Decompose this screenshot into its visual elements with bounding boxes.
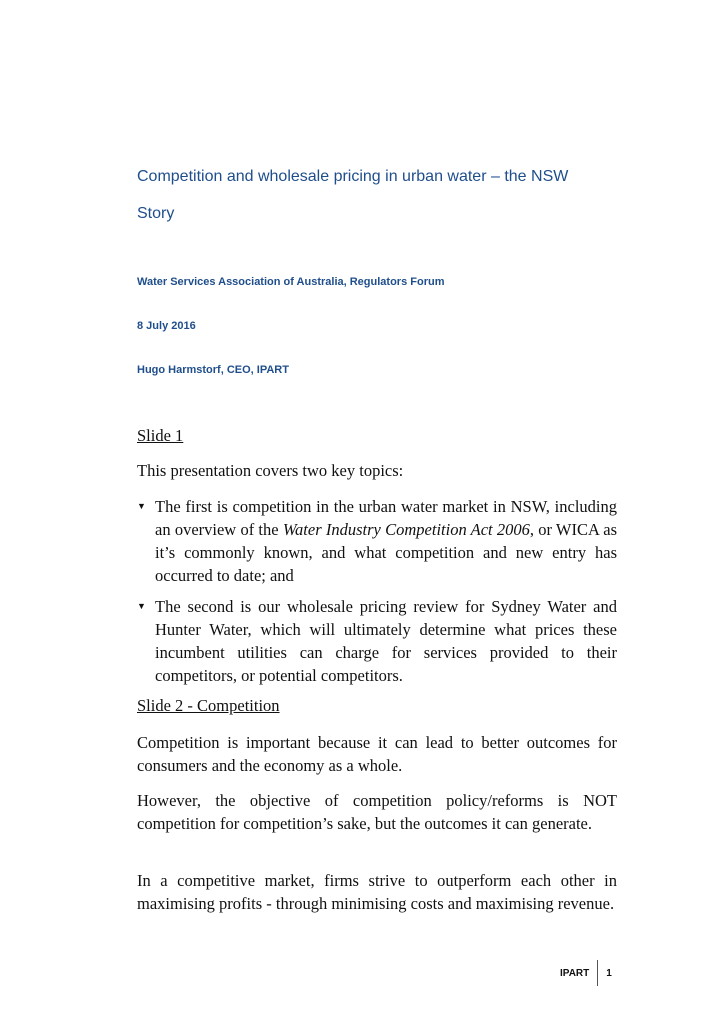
slide-2-paragraph-2-text: However, the objective of competition policy/reforms is NOT competition for competition’s sake, but the outcomes it can generate.: [137, 791, 617, 833]
slide-2-paragraph-2: [137, 789, 617, 835]
document-title-line-1: Competition and wholesale pricing in urban water – the NSW: [137, 168, 569, 185]
slide-1-heading-text: Slide 1: [137, 426, 184, 445]
bullet-1-act-title: Water Industry Competition Act 2006: [282, 520, 530, 539]
bullet-2-text: The second is our wholesale pricing review for Sydney Water and Hunter Water, which will ultimately determine what prices these incumbent utilities can charge for services provided to their competitors, or potential competitors.: [155, 597, 617, 685]
slide-2-heading-text: Slide 2 - Competition: [137, 696, 280, 715]
footer-divider: [597, 960, 598, 986]
bullet-1-text-after: , or WICA as it’s commonly known, and what competition and new entry has occurred to date; and: [155, 520, 617, 585]
slide-2-paragraph-3-text: In a competitive market, firms strive to outperform each other in maximising profits - through minimising costs and maximising revenue.: [137, 871, 617, 913]
document-title-line-2: Story: [137, 205, 175, 222]
bullet-1-text-before: The first is competition in the urban water market in NSW, including an overview of the: [155, 497, 617, 539]
page-number: 1: [606, 967, 612, 979]
slide-1-intro-text: This presentation covers two key topics:: [137, 461, 404, 480]
slide-2-paragraph-3: [137, 869, 617, 915]
event-name: Water Services Association of Australia, Regulators Forum: [137, 276, 445, 288]
slide-2-heading: [137, 694, 617, 717]
slide-1-heading: [137, 424, 617, 447]
bullet-item-competition: [137, 495, 617, 587]
bullet-list-item-2: [137, 595, 617, 687]
bullet-item-pricing-review: [137, 595, 617, 687]
event-date: 8 July 2016: [137, 320, 196, 332]
bullet-list-item-1: [137, 495, 617, 587]
page-footer: [560, 958, 612, 988]
bullet-triangle-icon: ▼: [137, 501, 146, 511]
slide-2-paragraph-1-text: Competition is important because it can lead to better outcomes for consumers and the economy as a whole.: [137, 733, 617, 775]
footer-org: IPART: [560, 967, 590, 979]
bullet-triangle-icon: ▼: [137, 601, 146, 611]
slide-1-intro: [137, 459, 617, 482]
slide-2-paragraph-1: [137, 731, 617, 777]
speaker-name: Hugo Harmstorf, CEO, IPART: [137, 364, 289, 376]
